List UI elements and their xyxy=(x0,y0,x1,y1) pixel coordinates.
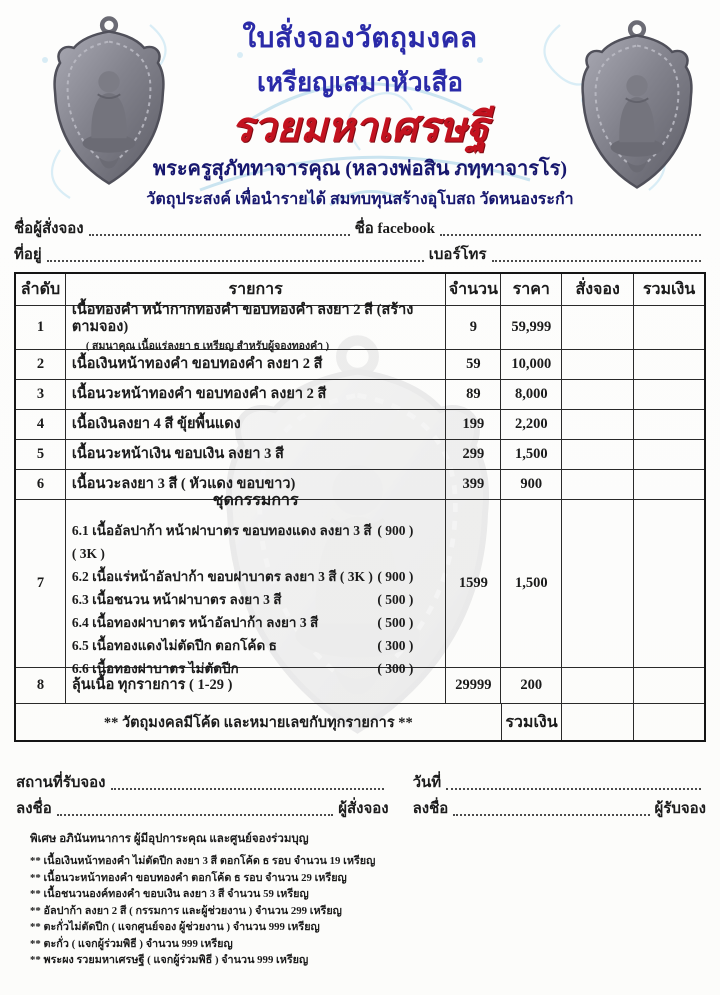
col-header-quantity: จำนวน xyxy=(446,274,501,306)
sign-line xyxy=(16,794,706,820)
order-qty-cell xyxy=(562,500,634,668)
committee-item-price: ( 500 ) xyxy=(377,614,414,630)
note-line: ** เนื้อนวะหน้าทองคำ ขอบทองคำ ตอกโค้ด ธ รอบ จำนวน 29 เหรียญ xyxy=(30,871,347,884)
phone-field xyxy=(492,258,702,262)
receiver-signature-field xyxy=(453,812,649,816)
note-line: ** ตะกั่ว ( แจกผู้ร่วมพิธี ) จำนวน 999 เหรียญ xyxy=(30,937,233,950)
committee-item-text: 6.4 เนื้อทองฝาบาตร หน้าอัลปาก้า ลงยา 3 สี xyxy=(71,614,319,630)
item-price: 2,200 xyxy=(501,410,562,440)
committee-item xyxy=(72,519,439,565)
item-name: เนื้อนวะลงยา 3 สี ( หัวแดง ขอบขาว) xyxy=(71,476,296,492)
total-amount-cell xyxy=(634,306,704,350)
orderer-signature-field xyxy=(57,812,333,816)
note-line: ** ตะกั่วไม่ตัดปีก ( แจกศูนย์จอง ผู้ช่วยงาน ) จำนวน 999 เหรียญ xyxy=(30,921,320,933)
total-amount-cell xyxy=(634,470,704,500)
grand-total-order-cell xyxy=(562,704,634,740)
total-amount-cell xyxy=(634,668,704,704)
code-guarantee-note: ** วัตถุมงคลมีโค้ด และหมายเลขกับทุกรายการ ** xyxy=(16,704,502,740)
table-row xyxy=(16,350,704,380)
committee-item-text: 6.6 เนื้อทองฝาบาตร ไม่ตัดปีก xyxy=(71,660,239,676)
table-row xyxy=(16,380,704,410)
item-quantity: 1599 xyxy=(446,500,501,668)
table-footer-row xyxy=(16,704,704,740)
grand-total-label: รวมเงิน xyxy=(502,704,563,740)
item-name: เนื้อเงินหน้าทองคำ ขอบทองคำ ลงยา 2 สี xyxy=(71,356,323,372)
row-index: 3 xyxy=(16,380,66,410)
committee-item-price: ( 900 ) xyxy=(377,568,414,584)
item-price: 8,000 xyxy=(501,380,562,410)
order-qty-cell xyxy=(562,380,634,410)
total-amount-cell xyxy=(634,380,704,410)
total-amount-cell xyxy=(634,410,704,440)
row-index: 6 xyxy=(16,470,66,500)
sign-label-right: ลงชื่อ xyxy=(412,801,449,817)
row-index: 7 xyxy=(16,500,66,668)
phone-label: เบอร์โทร xyxy=(428,247,487,263)
orderer-name-label: ชื่อผู้สั่งจอง xyxy=(14,221,84,237)
item-quantity: 29999 xyxy=(446,668,501,704)
edition-name-title: รวยมหาเศรษฐี xyxy=(231,104,489,150)
item-price: 200 xyxy=(501,668,562,704)
committee-item-text: 6.3 เนื้อชนวน หน้าฝาบาตร ลงยา 3 สี xyxy=(71,591,282,607)
order-qty-cell xyxy=(562,350,634,380)
committee-item xyxy=(72,634,439,657)
facebook-field xyxy=(440,232,701,236)
col-header-order: สั่งจอง xyxy=(562,274,634,306)
note-line: ** เนื้อชนวนองค์ทองคำ ขอบเงิน ลงยา 3 สี จำนวน 59 เหรียญ xyxy=(30,888,309,900)
row-index: 8 xyxy=(16,668,66,704)
committee-item xyxy=(72,565,439,588)
item-price: 59,999 xyxy=(501,306,562,350)
item-quantity: 299 xyxy=(446,440,501,470)
order-table xyxy=(14,272,706,742)
total-amount-cell xyxy=(634,440,704,470)
order-qty-cell xyxy=(562,668,634,704)
signature-section xyxy=(16,768,706,820)
item-quantity: 399 xyxy=(446,470,501,500)
col-header-price: ราคา xyxy=(501,274,562,306)
coin-name-title: เหรียญเสมาหัวเสือ xyxy=(257,68,463,97)
committee-item-text: 6.1 เนื้ออัลปาก้า หน้าฝาบาตร ขอบทองแดง ลงยา 3 สี ( 3K ) xyxy=(71,522,372,561)
row-index: 1 xyxy=(16,306,66,350)
address-phone-line xyxy=(14,244,706,266)
order-qty-cell xyxy=(562,306,634,350)
row-index: 5 xyxy=(16,440,66,470)
item-quantity: 59 xyxy=(446,350,501,380)
item-price: 1,500 xyxy=(501,440,562,470)
committee-item-price: ( 900 ) xyxy=(377,522,414,538)
item-bonus-note: ( สมนาคุณ เนื้อแร่ลงยา ธ เหรียญ สำหรับผู้จองทองคำ ) xyxy=(85,340,330,352)
purpose-subtitle: วัตถุประสงค์ เพื่อนำรายได้ สมทบทุนสร้างอุโบสถ วัดหนองระกำ xyxy=(146,191,574,208)
note-line: ** เนื้อเงินหน้าทองคำ ไม่ตัดปีก ลงยา 3 สี ตอกโค้ด ธ รอบ จำนวน 19 เหรียญ xyxy=(30,855,376,867)
pickup-place-field xyxy=(111,786,384,790)
table-row xyxy=(16,668,704,704)
note-line: ** อัลปาก้า ลงยา 2 สี ( กรรมการ และผู้ช่วยงาน ) จำนวน 299 เหรียญ xyxy=(30,904,342,917)
table-row xyxy=(16,440,704,470)
name-facebook-line xyxy=(14,218,706,240)
item-name: เนื้อนวะหน้าทองคำ ขอบทองคำ ลงยา 2 สี xyxy=(71,386,327,402)
col-header-item: รายการ xyxy=(66,274,446,306)
order-qty-cell xyxy=(562,470,634,500)
form-title: ใบสั่งจองวัตถุมงคล xyxy=(242,23,478,54)
date-field xyxy=(446,786,701,790)
facebook-label: ชื่อ facebook xyxy=(354,221,436,237)
total-amount-cell xyxy=(634,500,704,668)
order-qty-cell xyxy=(562,440,634,470)
item-name: เนื้อนวะหน้าเงิน ขอบเงิน ลงยา 3 สี xyxy=(71,446,284,462)
notes-intro: พิเศษ อภินันทนาการ ผู้มีอุปการะคุณ และศูนย์จองร่วมบุญ xyxy=(30,833,309,845)
committee-item xyxy=(72,588,439,611)
orderer-name-field xyxy=(89,232,350,236)
item-name: เนื้อทองคำ หน้ากากทองคำ ขอบทองคำ ลงยา 2 สี (สร้างตามจอง) xyxy=(71,301,414,335)
address-label: ที่อยู่ xyxy=(14,247,42,263)
item-price: 900 xyxy=(501,470,562,500)
item-quantity: 9 xyxy=(446,306,501,350)
committee-item-text: 6.2 เนื้อแร่หน้าอัลปาก้า ขอบฝาบาตร ลงยา 3 สี ( 3K ) xyxy=(71,568,373,584)
table-row xyxy=(16,410,704,440)
committee-set-title: ชุดกรรมการ xyxy=(212,491,299,509)
item-quantity: 89 xyxy=(446,380,501,410)
orderer-role-label: ผู้สั่งจอง xyxy=(338,801,389,817)
col-header-index: ลำดับ xyxy=(16,274,66,306)
table-row-committee-set xyxy=(16,491,704,676)
orderer-info-section xyxy=(14,218,706,266)
receiver-role-label: ผู้รับจอง xyxy=(654,801,706,817)
grand-total-amount-cell xyxy=(634,704,704,740)
committee-item-price: ( 500 ) xyxy=(377,591,414,607)
row-index: 2 xyxy=(16,350,66,380)
committee-item xyxy=(72,611,439,634)
table-row xyxy=(16,301,704,352)
pickup-place-label: สถานที่รับจอง xyxy=(16,775,106,791)
monk-name-subtitle: พระครูสุภัททาจารคุณ (หลวงพ่อสิน ภทฺทาจารโร) xyxy=(152,158,568,180)
item-quantity: 199 xyxy=(446,410,501,440)
sign-label-left: ลงชื่อ xyxy=(16,801,52,817)
order-qty-cell xyxy=(562,410,634,440)
header-titles xyxy=(0,0,720,212)
item-name: เนื้อเงินลงยา 4 สี ขุ้ยพื้นแดง xyxy=(71,416,241,432)
row-index: 4 xyxy=(16,410,66,440)
item-price: 10,000 xyxy=(501,350,562,380)
total-amount-cell xyxy=(634,350,704,380)
committee-item-price: ( 300 ) xyxy=(377,660,414,676)
pickup-date-line xyxy=(16,768,706,794)
item-price: 1,500 xyxy=(501,500,562,668)
header xyxy=(0,0,720,208)
note-line: ** พระผง รวยมหาเศรษฐี ( แจกผู้ร่วมพิธี ) จำนวน 999 เหรียญ xyxy=(30,954,309,966)
col-header-total: รวมเงิน xyxy=(634,274,704,306)
date-label: วันที่ xyxy=(412,775,442,791)
committee-item-price: ( 300 ) xyxy=(377,637,414,653)
item-name: ลุ้นเนื้อ ทุกรายการ ( 1-29 ) xyxy=(71,677,233,693)
committee-item-text: 6.5 เนื้อทองแดงไม่ตัดปีก ตอกโค้ด ธ xyxy=(71,637,277,653)
address-field xyxy=(47,258,424,262)
special-notes-section xyxy=(30,830,706,969)
